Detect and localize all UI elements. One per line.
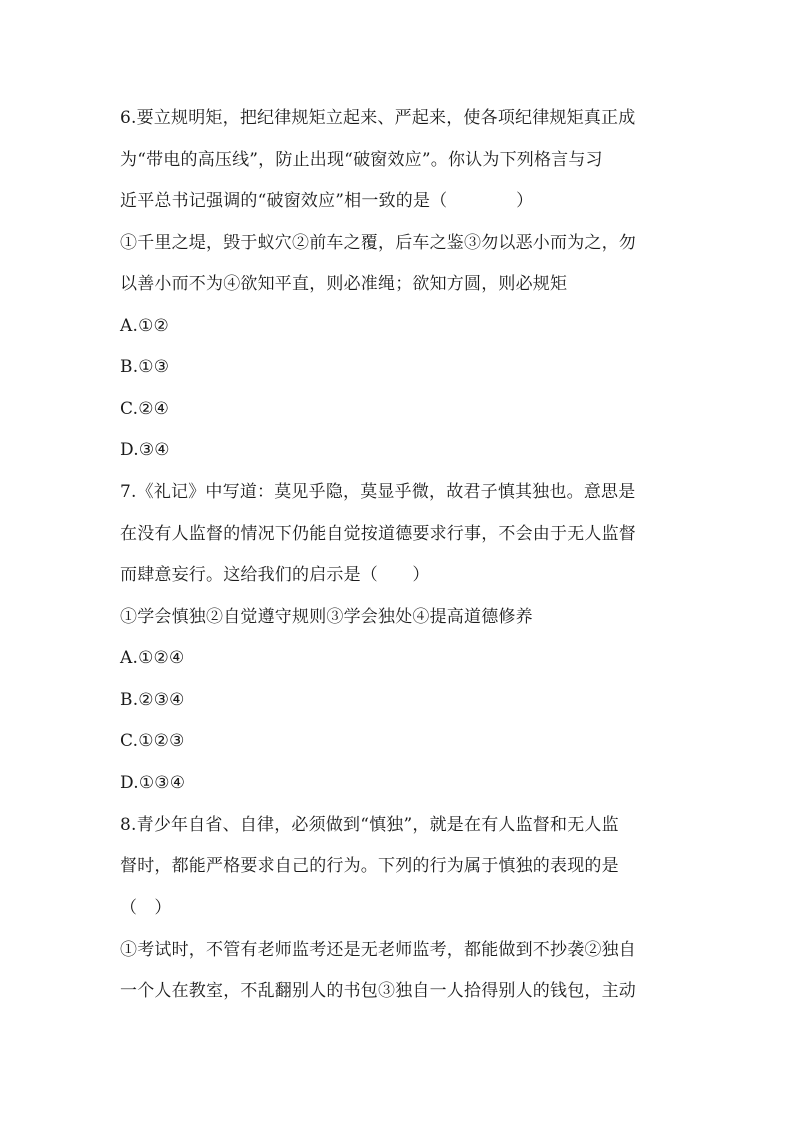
q7-statements-line-1: ①学会慎独②自觉遵守规则③学会独处④提高道德修养: [120, 607, 533, 627]
q7-stem-line-1: 7.《礼记》中写道：莫见乎隐，莫显乎微，故君子慎其独也。意思是: [120, 482, 636, 502]
q6-statements-line-2: 以善小而不为④欲知平直，则必准绳；欲知方圆，则必规矩: [120, 274, 568, 294]
q6-option-b: B.①③: [120, 357, 170, 377]
q6-stem-line-2: 为“带电的高压线”，防止出现“破窗效应”。你认为下列格言与习: [120, 150, 603, 170]
q6-option-a: A.①②: [120, 316, 169, 336]
q6-option-c: C.②④: [120, 399, 170, 419]
q8-statements-line-1: ①考试时，不管有老师监考还是无老师监考，都能做到不抄袭②独自: [120, 940, 636, 960]
q7-option-c: C.①②③: [120, 731, 185, 751]
q7-stem-line-2: 在没有人监督的情况下仍能自觉按道德要求行事，不会由于无人监督: [120, 524, 636, 544]
q7-option-d: D.①③④: [120, 773, 186, 793]
q6-option-d: D.③④: [120, 440, 170, 460]
q8-statements-line-2: 一个人在教室，不乱翻别人的书包③独自一人拾得别人的钱包，主动: [120, 981, 636, 1001]
q7-option-a: A.①②④: [120, 648, 185, 668]
q8-stem-line-2: 督时，都能严格要求自己的行为。下列的行为属于慎独的表现的是: [120, 856, 619, 876]
q7-stem-line-3: 而肆意妄行。这给我们的启示是（ ）: [120, 565, 430, 585]
q6-statements-line-1: ①千里之堤，毁于蚁穴②前车之覆，后车之鉴③勿以恶小而为之，勿: [120, 233, 636, 253]
q8-stem-line-3: （ ）: [120, 898, 172, 918]
q6-stem-line-1: 6.要立规明矩，把纪律规矩立起来、严起来，使各项纪律规矩真正成: [120, 108, 636, 128]
q7-option-b: B.②③④: [120, 690, 185, 710]
q8-stem-line-1: 8.青少年自省、自律，必须做到“慎独”，就是在有人监督和无人监: [120, 815, 619, 835]
q6-stem-line-3: 近平总书记强调的“破窗效应”相一致的是（ ）: [120, 191, 534, 211]
